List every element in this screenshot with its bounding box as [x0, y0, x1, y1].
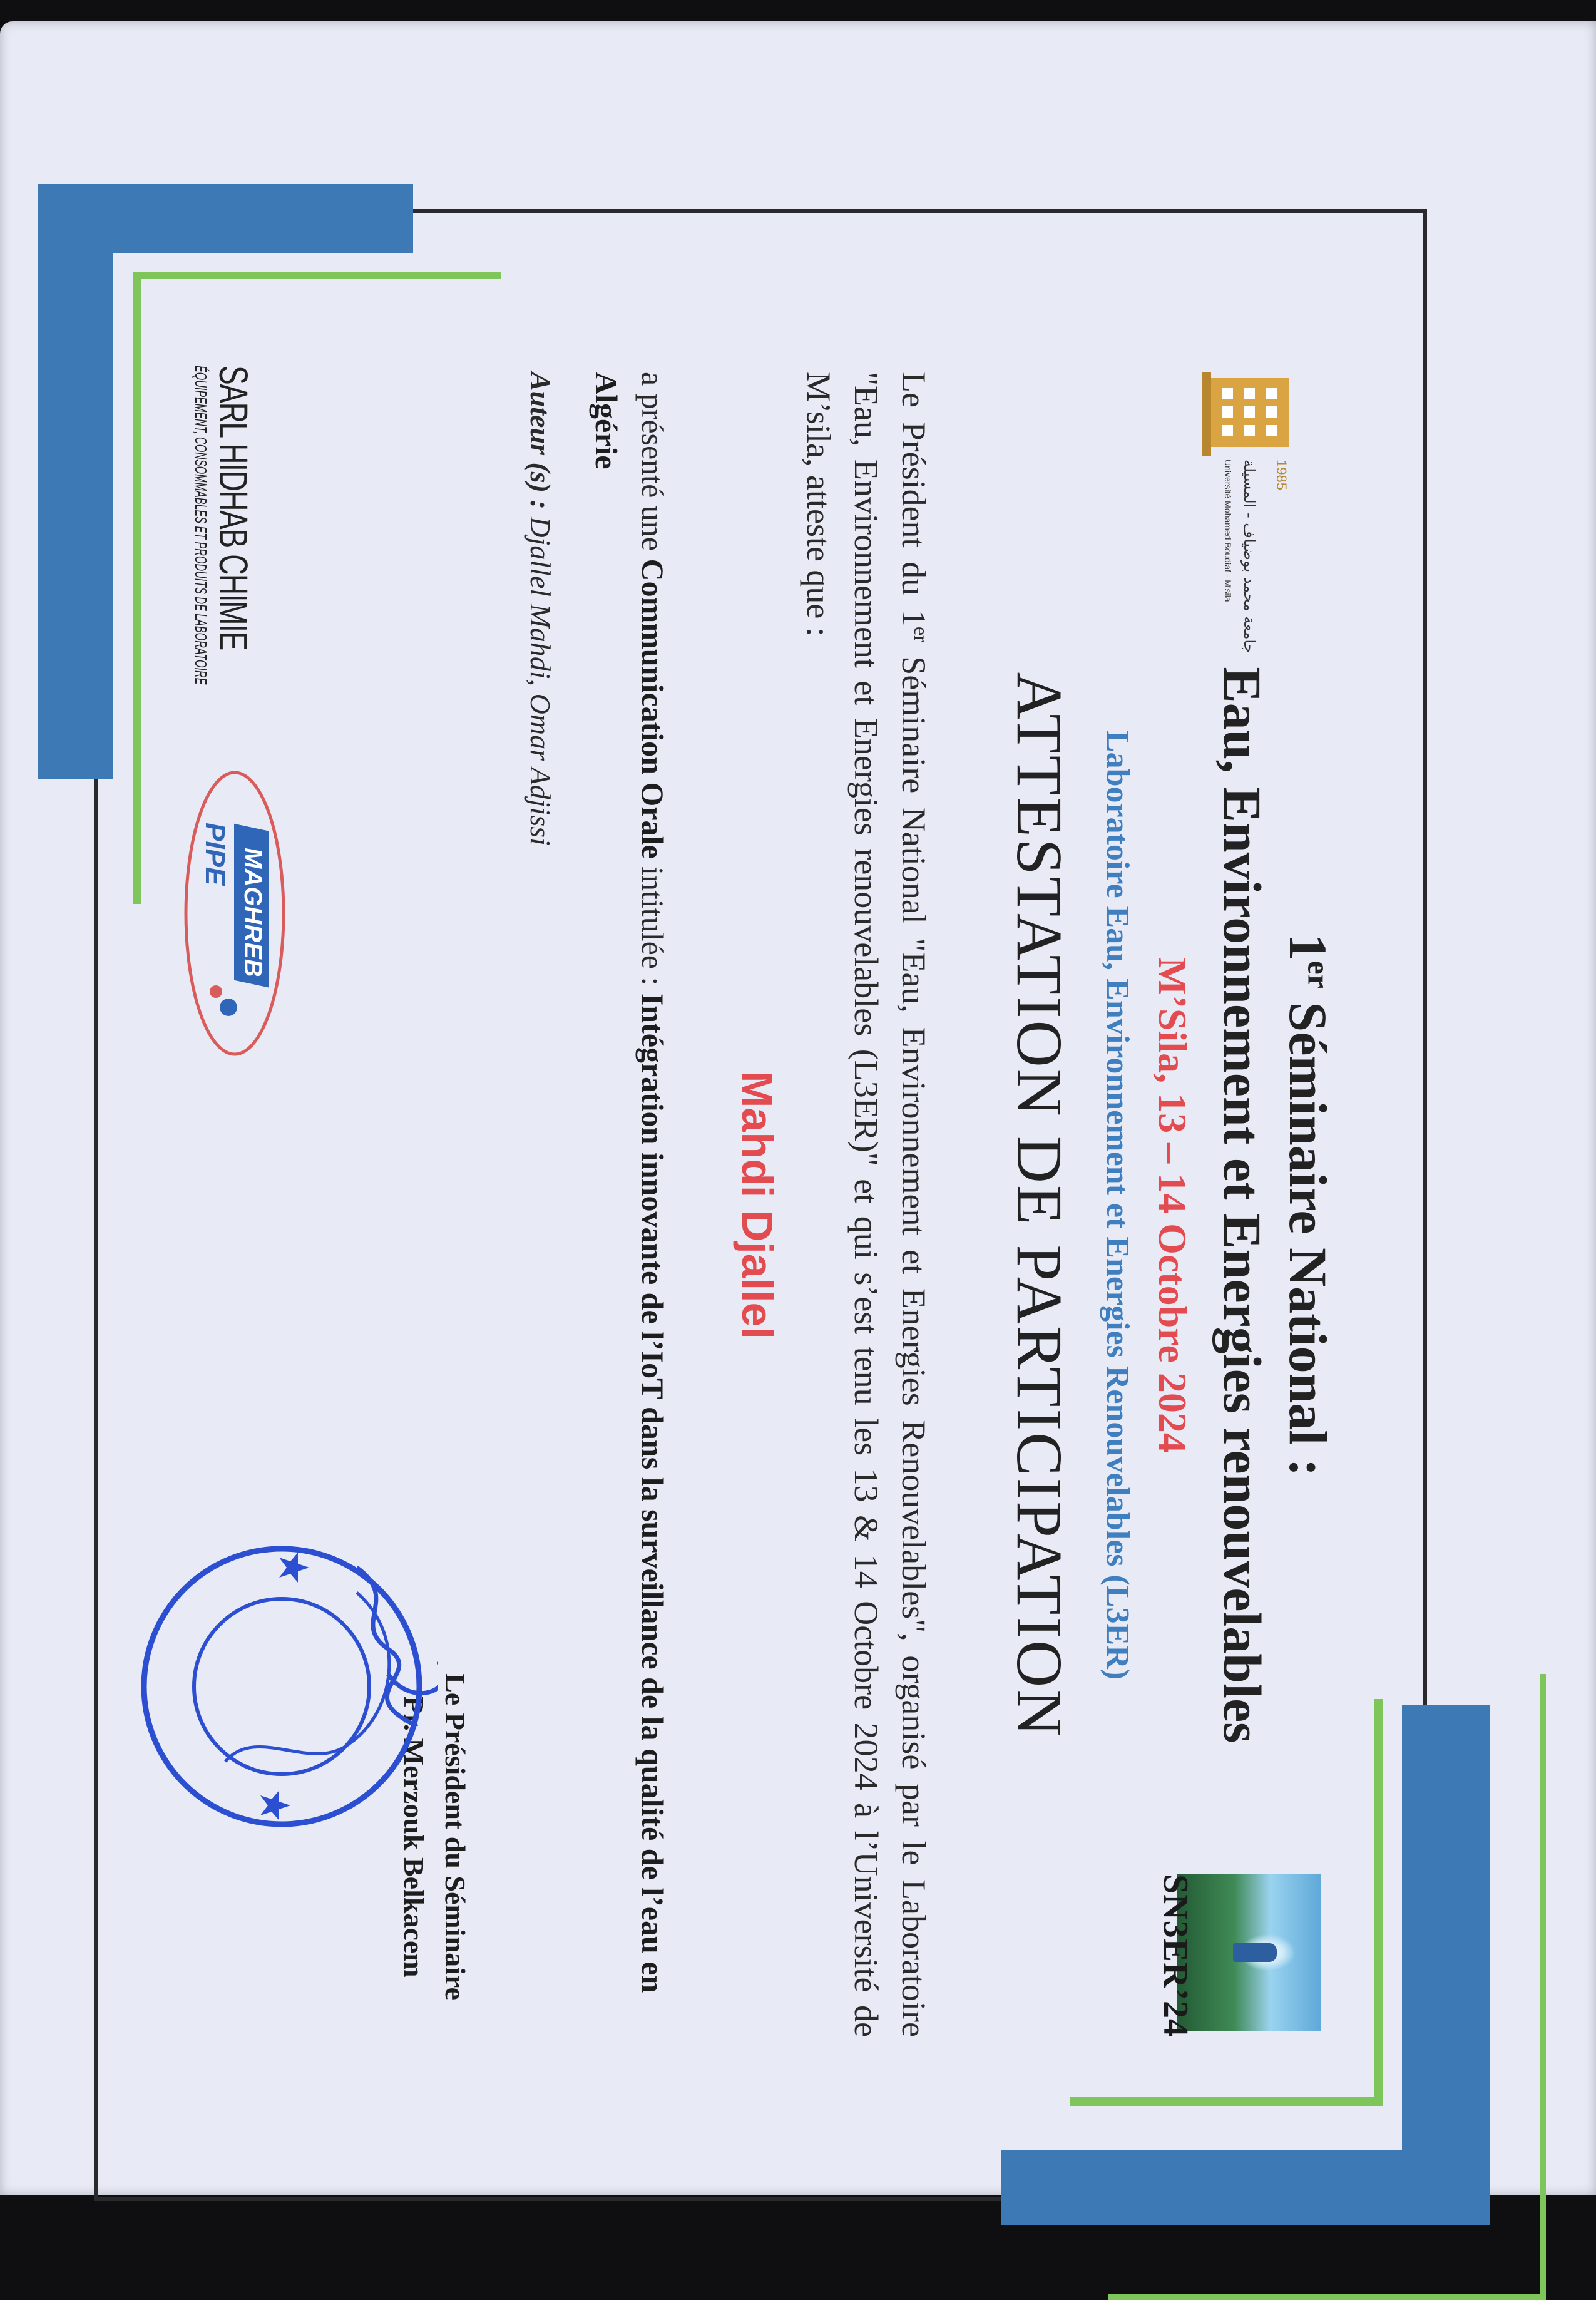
corner-bar-top-right-horizontal	[1402, 1705, 1490, 2225]
corner-bar-bottom-left-vertical	[38, 184, 413, 253]
seminar-short-name: SN3ER’24	[1156, 1874, 1195, 2038]
presented-prefix: a présenté une	[635, 372, 670, 559]
authors-names: Djallel Mahdi, Omar Adjissi	[524, 516, 556, 846]
seminar-title-line2: Eau, Environnement et Energies renouvelables	[1212, 667, 1272, 1743]
university-logo-year: 1985	[1274, 459, 1289, 490]
presentation-title: Intégration innovante de l’IoT dans la surveillance de la qualité de l’eau en Algérie	[589, 372, 670, 1993]
seminar-dates: M’Sila, 13 – 14 Octobre 2024	[1150, 957, 1195, 1453]
presentation-statement	[583, 372, 676, 2037]
certificate	[94, 209, 1427, 2201]
seminar-title-rest: Séminaire National :	[1278, 1002, 1338, 1477]
laboratory-name	[1099, 209, 1136, 2201]
laboratory-name-part2: Renouvelables (L3ER)	[1100, 1365, 1135, 1680]
attestation-body	[795, 372, 945, 2037]
sponsor-hidhab-name: SARL HIDHAB CHIMIE	[211, 366, 256, 650]
signer-name: Pr. Merzouk Belkacem	[398, 1696, 430, 1978]
university-logo-name-ar: جامعة محمد بوضياف - المسيلة	[1240, 459, 1258, 654]
attestation-body-part2: Séminaire National "Eau, Environnement et Energies Renouvelables", organisé par le Laboratoire "Eau, Environnement et Energies renouvelables (L3ER)" et qui s’est tenu les 13 & 14 Octobre 2024 à l’Université de M’sila, atteste que :	[800, 372, 933, 2037]
sponsor-pipe-brand: MAGHREB	[239, 848, 267, 977]
seminar-title-line1	[1277, 209, 1339, 2201]
corner-line-bottom-left-1	[133, 272, 141, 904]
corner-line-top-right-3	[1540, 1674, 1546, 2300]
attestation-body-part1: Le Président du 1	[895, 372, 933, 627]
corner-line-top-right-4	[1108, 2294, 1546, 2300]
sponsor-hidhab-chimie	[191, 366, 257, 691]
corner-line-bottom-left-2	[135, 272, 501, 279]
presentation-type: Communication Orale	[635, 558, 670, 859]
seminar-ordinal-suffix: er	[1301, 960, 1337, 988]
corner-line-top-right-1	[1374, 1699, 1383, 2106]
attestation-heading: ATTESTATION DE PARTICIPATION	[1003, 672, 1075, 1738]
sponsor-pipe-maghreb-logo	[182, 766, 288, 1060]
authors-line	[524, 372, 557, 846]
seminar-ordinal: 1	[1278, 933, 1338, 961]
authors-label: Auteur (s) :	[524, 372, 556, 510]
laboratory-name-part1: Laboratoire Eau, Environnement et Energies	[1100, 730, 1135, 1366]
attestation-body-sup: er	[910, 626, 933, 642]
sponsor-pipe-name: PIPE	[200, 823, 230, 886]
corner-bar-bottom-left-horizontal	[38, 184, 113, 779]
official-stamp	[88, 1511, 438, 1862]
presented-middle: intitulée :	[635, 858, 670, 993]
sponsor-hidhab-tagline: ÉQUIPEMENT, CONSOMMABLES ET PRODUITS DE LABORATOIRE	[192, 366, 210, 685]
university-logo-name-fr: Université Mohamed Boudiaf - M'sila	[1223, 459, 1233, 602]
signer-role: Le Président du Séminaire	[439, 1673, 471, 2000]
scanned-page	[0, 21, 1596, 2195]
participant-name: Mahdi Djallel	[733, 1071, 782, 1339]
